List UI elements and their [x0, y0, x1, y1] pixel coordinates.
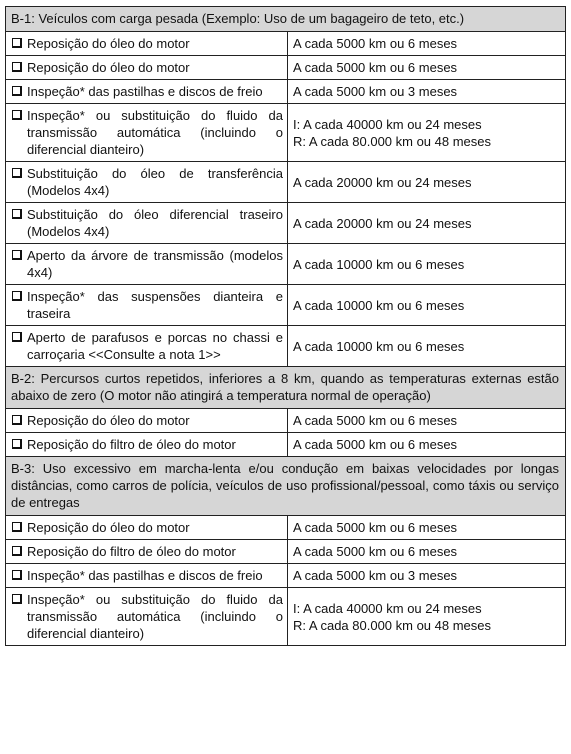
interval-cell: [288, 564, 566, 588]
table-row: [6, 80, 566, 104]
table-row: [6, 409, 566, 433]
table-row: [6, 433, 566, 457]
service-item-cell: [6, 409, 288, 433]
section-header-row: [6, 367, 566, 409]
table-row: [6, 516, 566, 540]
interval-text: R: A cada 80.000 km ou 48 meses: [293, 617, 492, 633]
interval-text: A cada 10000 km ou 6 meses: [293, 338, 465, 354]
service-item-label: Reposição do óleo do motor: [27, 413, 190, 428]
service-item-label: Reposição do óleo do motor: [27, 60, 190, 75]
service-item-cell: [6, 203, 288, 244]
interval-text: A cada 20000 km ou 24 meses: [293, 215, 472, 231]
service-item-label: Reposição do óleo do motor: [27, 520, 190, 535]
service-item-cell: [6, 80, 288, 104]
table-row: [6, 588, 566, 646]
table-row: [6, 203, 566, 244]
interval-text: A cada 10000 km ou 6 meses: [293, 256, 465, 272]
interval-cell: [288, 104, 566, 162]
interval-cell: [288, 326, 566, 367]
interval-text: R: A cada 80.000 km ou 48 meses: [293, 133, 492, 149]
interval-cell: [288, 32, 566, 56]
service-item-label: Inspeção* das pastilhas e discos de freio: [27, 84, 263, 99]
service-item-label: Aperto de parafusos e porcas no chassi e carroçaria <<Consulte a nota 1>>: [27, 330, 283, 362]
section-header: B-2: Percursos curtos repetidos, inferiores a 8 km, quando as temperaturas externas estão abaixo de zero (O motor não atingirá a temperatura normal de operação): [6, 367, 566, 409]
interval-cell: [288, 203, 566, 244]
table-row: [6, 564, 566, 588]
checkbox-icon: [12, 110, 22, 120]
table-row: [6, 162, 566, 203]
interval-text: I: A cada 40000 km ou 24 meses: [293, 600, 482, 616]
checkbox-icon: [12, 546, 22, 556]
interval-text: A cada 5000 km ou 6 meses: [293, 544, 458, 559]
service-item-cell: [6, 32, 288, 56]
interval-text: A cada 5000 km ou 3 meses: [293, 568, 458, 583]
section-header-row: [6, 457, 566, 516]
service-item-cell: [6, 433, 288, 457]
service-item-label: Inspeção* das pastilhas e discos de freio: [27, 568, 263, 583]
table-row: [6, 104, 566, 162]
section-header: B-3: Uso excessivo em marcha-lenta e/ou condução em baixas velocidades por longas distâncias, como carros de polícia, veículos de uso profissional/pessoal, como táxis ou serviço de entregas: [6, 457, 566, 516]
service-item-cell: [6, 516, 288, 540]
section-header-row: [6, 7, 566, 32]
interval-cell: [288, 409, 566, 433]
checkbox-icon: [12, 86, 22, 96]
service-item-cell: [6, 588, 288, 646]
maintenance-table: [5, 6, 566, 646]
checkbox-icon: [12, 332, 22, 342]
checkbox-icon: [12, 250, 22, 260]
table-row: [6, 32, 566, 56]
service-item-cell: [6, 104, 288, 162]
table-row: [6, 56, 566, 80]
interval-text: A cada 5000 km ou 6 meses: [293, 520, 458, 535]
checkbox-icon: [12, 415, 22, 425]
checkbox-icon: [12, 594, 22, 604]
interval-text: A cada 5000 km ou 3 meses: [293, 84, 458, 99]
checkbox-icon: [12, 168, 22, 178]
service-item-label: Inspeção* ou substituição do fluido da transmissão automática (incluindo o diferencial dianteiro): [27, 108, 283, 157]
table-row: [6, 540, 566, 564]
checkbox-icon: [12, 522, 22, 532]
table-row: [6, 285, 566, 326]
service-item-label: Substituição do óleo diferencial traseiro (Modelos 4x4): [27, 207, 283, 239]
service-item-cell: [6, 244, 288, 285]
interval-text: A cada 5000 km ou 6 meses: [293, 413, 458, 428]
section-header: B-1: Veículos com carga pesada (Exemplo: Uso de um bagageiro de teto, etc.): [6, 7, 566, 32]
table-row: [6, 326, 566, 367]
table-row: [6, 244, 566, 285]
service-item-label: Reposição do filtro de óleo do motor: [27, 544, 236, 559]
interval-cell: [288, 516, 566, 540]
checkbox-icon: [12, 209, 22, 219]
service-item-label: Inspeção* ou substituição do fluido da transmissão automática (incluindo o diferencial dianteiro): [27, 592, 283, 641]
checkbox-icon: [12, 62, 22, 72]
interval-cell: [288, 588, 566, 646]
checkbox-icon: [12, 439, 22, 449]
interval-text: A cada 10000 km ou 6 meses: [293, 297, 465, 313]
interval-text: A cada 5000 km ou 6 meses: [293, 437, 458, 452]
service-item-cell: [6, 540, 288, 564]
interval-text: A cada 5000 km ou 6 meses: [293, 36, 458, 51]
checkbox-icon: [12, 38, 22, 48]
service-item-cell: [6, 56, 288, 80]
service-item-label: Inspeção* das suspensões dianteira e traseira: [27, 289, 283, 321]
interval-cell: [288, 162, 566, 203]
service-item-label: Aperto da árvore de transmissão (modelos 4x4): [27, 248, 283, 280]
service-item-cell: [6, 564, 288, 588]
service-item-cell: [6, 285, 288, 326]
interval-cell: [288, 540, 566, 564]
service-item-cell: [6, 326, 288, 367]
interval-text: I: A cada 40000 km ou 24 meses: [293, 116, 482, 132]
interval-cell: [288, 56, 566, 80]
checkbox-icon: [12, 570, 22, 580]
service-item-cell: [6, 162, 288, 203]
interval-cell: [288, 80, 566, 104]
interval-cell: [288, 433, 566, 457]
maintenance-schedule-page: [5, 6, 565, 646]
service-item-label: Reposição do óleo do motor: [27, 36, 190, 51]
checkbox-icon: [12, 291, 22, 301]
service-item-label: Substituição do óleo de transferência (Modelos 4x4): [27, 166, 283, 198]
interval-text: A cada 20000 km ou 24 meses: [293, 174, 472, 190]
interval-cell: [288, 244, 566, 285]
service-item-label: Reposição do filtro de óleo do motor: [27, 437, 236, 452]
interval-text: A cada 5000 km ou 6 meses: [293, 60, 458, 75]
interval-cell: [288, 285, 566, 326]
